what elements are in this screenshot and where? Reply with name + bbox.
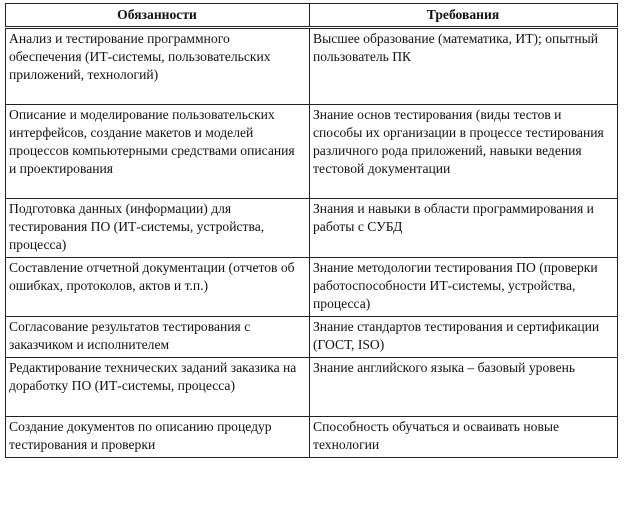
table-row — [6, 105, 618, 199]
table-row — [6, 358, 618, 417]
requirement-cell: Знание основ тестирования (виды тестов и способы их организации в процессе тестирования различного рода приложений, навыки ведения тестовой документации — [310, 105, 618, 199]
duty-cell: Составление отчетной документации (отчетов об ошибках, протоколов, актов и т.п.) — [6, 258, 310, 317]
requirement-cell: Высшее образование (математика, ИТ); опытный пользователь ПК — [310, 28, 618, 105]
table-row — [6, 317, 618, 358]
duty-cell: Анализ и тестирование программного обеспечения (ИТ-системы, пользовательских приложений, технологий) — [6, 28, 310, 105]
requirement-cell: Знание английского языка – базовый уровень — [310, 358, 618, 417]
table-row — [6, 28, 618, 105]
duty-cell: Редактирование технических заданий заказика на доработку ПО (ИТ-системы, процесса) — [6, 358, 310, 417]
requirement-cell: Знание стандартов тестирования и сертификации (ГОСТ, ISO) — [310, 317, 618, 358]
table-row — [6, 199, 618, 258]
table-row — [6, 258, 618, 317]
requirement-cell: Способность обучаться и осваивать новые технологии — [310, 417, 618, 458]
duty-cell: Создание документов по описанию процедур тестирования и проверки — [6, 417, 310, 458]
duties-requirements-table — [5, 3, 618, 458]
table-header-row — [6, 4, 618, 28]
document-sheet — [5, 3, 617, 458]
duty-cell: Согласование результатов тестирования с заказчиком и исполнителем — [6, 317, 310, 358]
duty-cell: Описание и моделирование пользовательских интерфейсов, создание макетов и моделей процессов компьютерными средствами описания и проектирования — [6, 105, 310, 199]
duty-cell: Подготовка данных (информации) для тестирования ПО (ИТ-системы, устройства, процесса) — [6, 199, 310, 258]
table-row — [6, 417, 618, 458]
requirement-cell: Знание методологии тестирования ПО (проверки работоспособности ИТ-системы, устройства, процесса) — [310, 258, 618, 317]
requirement-cell: Знания и навыки в области программирования и работы с СУБД — [310, 199, 618, 258]
duties-column-header: Обязанности — [6, 4, 310, 28]
requirements-column-header: Требования — [310, 4, 618, 28]
